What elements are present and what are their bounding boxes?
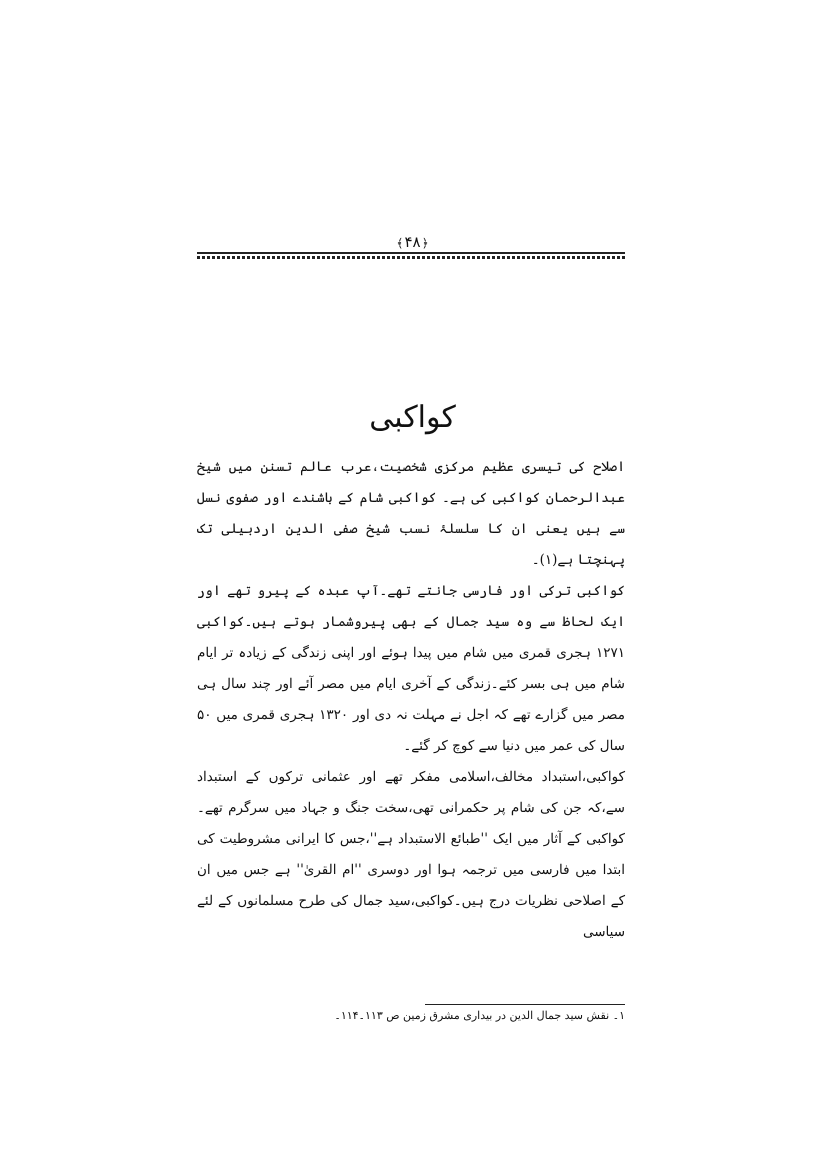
footnote: ۱۔ نقش سید جمال الدین در بیداری مشرق زمین ص ۱۱۳۔۱۱۴۔	[334, 1009, 625, 1022]
chapter-title: کواکبی	[369, 400, 456, 435]
ornament-left: ﴾	[396, 236, 404, 250]
page-number-value: ۴۸	[404, 233, 421, 251]
page-number	[0, 232, 825, 253]
paragraph-2: کواکبی ترکی اور فارسی جانتے تھے۔آپ عبدہ کے پیرو تھے اور ایک لحاظ سے وہ سید جمال کے بھی پیروشمار ہوتے ہیں۔کواکبی ۱۲۷۱ ہجری قمری میں شام میں پیدا ہوئے اور اپنی زندگی کے زیادہ تر ایام شام میں ہی بسر کئے۔زندگی کے آخری ایام میں مصر آئے اور چند سال ہی مصر میں گزارے تھے کہ اجل نے مہلت نہ دی اور ۱۳۲۰ ہجری قمری میں ۵۰ سال کی عمر میں دنیا سے کوچ کر گئے۔	[197, 583, 625, 754]
body-text	[197, 452, 625, 948]
header-rule	[197, 252, 625, 254]
ornament-right: ﴿	[421, 236, 429, 250]
header-dotted-rule	[197, 256, 625, 259]
paragraph-1: اصلاح کی تیسری عظیم مرکزی شخصیت،عرب عالم تسنن میں شیخ عبدالرحمان کواکبی کی ہے۔ کواکبی شام کے باشندے اور صفوی نسل سے ہیں یعنی ان کا سلسلۂ نسب شیخ صفی الدین اردبیلی تک پہنچتا ہے(۱)۔	[197, 459, 625, 568]
footnote-rule	[425, 1004, 625, 1005]
paragraph-3: کواکبی،استبداد مخالف،اسلامی مفکر تھے اور عثمانی ترکوں کے استبداد سے،کہ جن کی شام پر حکمرانی تھی،سخت جنگ و جہاد میں سرگرم تھے۔کواکبی کے آثار میں ایک ''طبائع الاستبداد ہے''،جس کا ایرانی مشروطیت کی ابتدا میں فارسی میں ترجمہ ہوا اور دوسری ''ام القریٰ'' ہے جس میں ان کے اصلاحی نظریات درج ہیں۔کواکبی،سید جمال کی طرح مسلمانوں کے لئے سیاسی	[197, 769, 625, 940]
